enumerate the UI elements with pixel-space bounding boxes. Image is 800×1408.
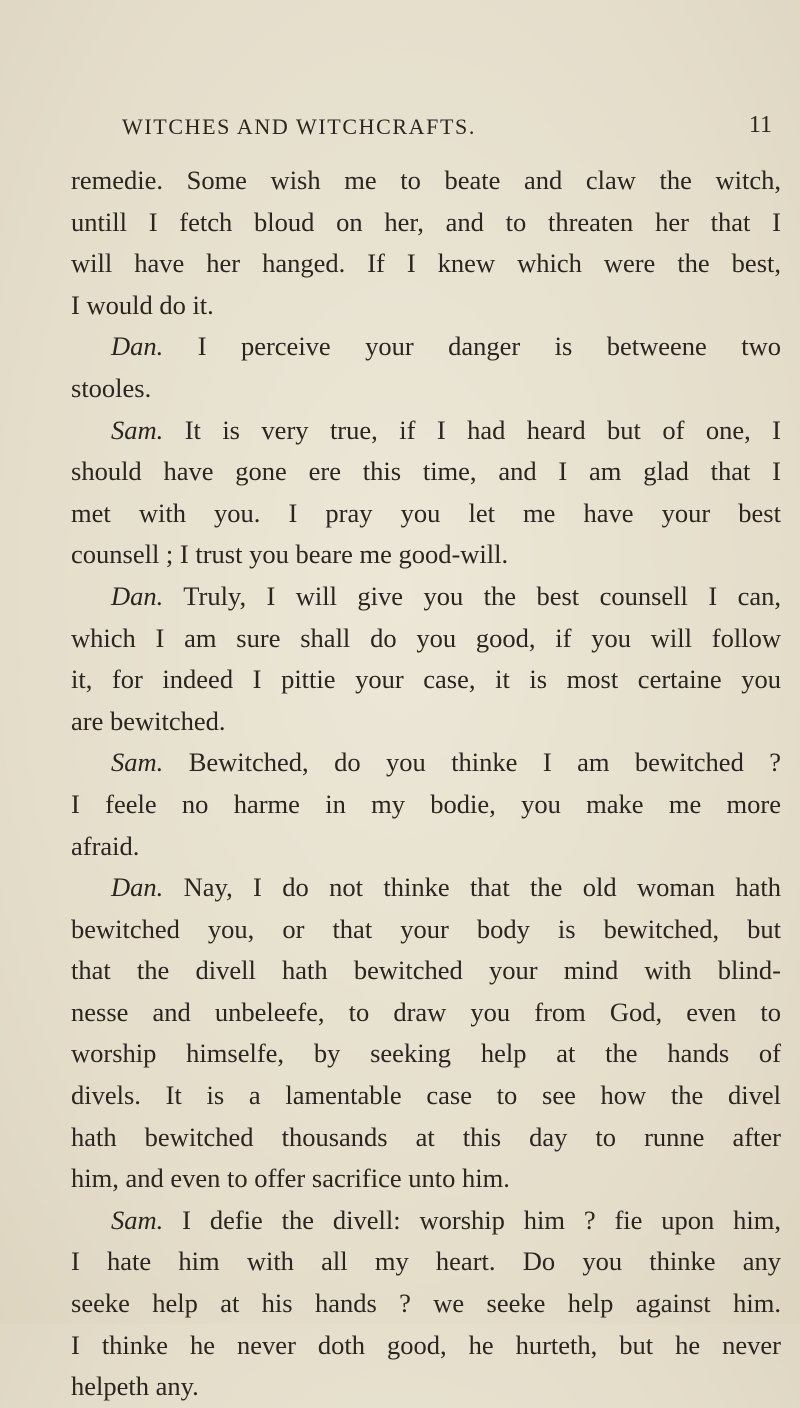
line-text: helpeth any. [71, 1371, 199, 1402]
line-text: which I am sure shall do you good, if you will follow [71, 622, 781, 653]
text-line [71, 1033, 781, 1075]
line-text: met with you. I pray you let me have your best [71, 497, 781, 528]
line-text: I hate him with all my heart. Do you thinke any [71, 1246, 781, 1277]
line-text: I feele no harme in my bodie, you make me more [71, 788, 781, 819]
line-text: are bewitched. [71, 705, 226, 736]
line-text: it, for indeed I pittie your case, it is most certaine you [71, 664, 781, 695]
text-line [71, 368, 781, 410]
text-line [71, 534, 781, 576]
text-line [71, 867, 781, 909]
text-line [71, 160, 781, 202]
speaker-name: Sam. [111, 1204, 164, 1235]
page-number: 11 [748, 112, 772, 138]
text-line [71, 451, 781, 493]
line-text: should have gone ere this time, and I am glad that I [71, 456, 781, 487]
line-text: It is very true, if I had heard but of one, I [184, 414, 782, 445]
text-line [71, 243, 781, 285]
text-line [71, 784, 781, 826]
text-line [71, 742, 781, 784]
line-text: divels. It is a lamentable case to see how the divel [71, 1080, 781, 1111]
text-line [71, 618, 781, 660]
line-text: Bewitched, do you thinke I am bewitched ? [188, 747, 782, 778]
line-text: will have her hanged. If I knew which were the best, [71, 248, 781, 279]
speaker-name: Sam. [111, 414, 164, 445]
text-line [71, 410, 781, 452]
text-line [71, 326, 781, 368]
text-line [71, 285, 781, 327]
text-line [71, 202, 781, 244]
text-line [71, 909, 781, 951]
text-line [71, 950, 781, 992]
line-text: seeke help at his hands ? we seeke help against him. [71, 1288, 781, 1319]
text-line [71, 576, 781, 618]
text-line [71, 1366, 781, 1408]
text-line [71, 1325, 781, 1367]
text-line [71, 1241, 781, 1283]
text-line [71, 1158, 781, 1200]
text-line [71, 701, 781, 743]
line-text: I would do it. [71, 289, 214, 320]
line-text: counsell ; I trust you beare me good-will. [71, 539, 509, 570]
line-text: afraid. [71, 830, 140, 861]
speaker-name: Sam. [111, 747, 164, 778]
text-line [71, 992, 781, 1034]
line-text: stooles. [71, 372, 152, 403]
speaker-name: Dan. [111, 872, 164, 903]
text-line [71, 1200, 781, 1242]
text-line [71, 826, 781, 868]
line-text: remedie. Some wish me to beate and claw the witch, [71, 165, 781, 195]
line-text: untill I fetch bloud on her, and to threaten her that I [71, 206, 781, 237]
text-line [71, 659, 781, 701]
line-text: worship himselfe, by seeking help at the hands of [71, 1038, 781, 1069]
line-text: him, and even to offer sacrifice unto him. [71, 1163, 510, 1194]
text-line [71, 1075, 781, 1117]
speaker-name: Dan. [111, 331, 164, 362]
text-line [71, 493, 781, 535]
text-line [71, 1117, 781, 1159]
speaker-name: Dan. [111, 580, 164, 611]
line-text: I perceive your danger is betweene two [197, 331, 781, 362]
line-text: hath bewitched thousands at this day to runne after [71, 1121, 781, 1152]
line-text: Nay, I do not thinke that the old woman hath [183, 872, 782, 903]
running-title: WITCHES AND WITCHCRAFTS. [122, 114, 476, 139]
line-text: I defie the divell: worship him ? fie upon him, [182, 1204, 782, 1235]
line-text: that the divell hath bewitched your mind with blind- [71, 955, 781, 986]
text-line [71, 1283, 781, 1325]
running-head [70, 108, 782, 148]
line-text: nesse and unbeleefe, to draw you from God, even to [71, 996, 781, 1027]
body-text [71, 160, 781, 1408]
line-text: bewitched you, or that your body is bewitched, but [71, 913, 781, 944]
line-text: Truly, I will give you the best counsell I can, [183, 580, 781, 611]
line-text: I thinke he never doth good, he hurteth, but he never [71, 1329, 781, 1360]
